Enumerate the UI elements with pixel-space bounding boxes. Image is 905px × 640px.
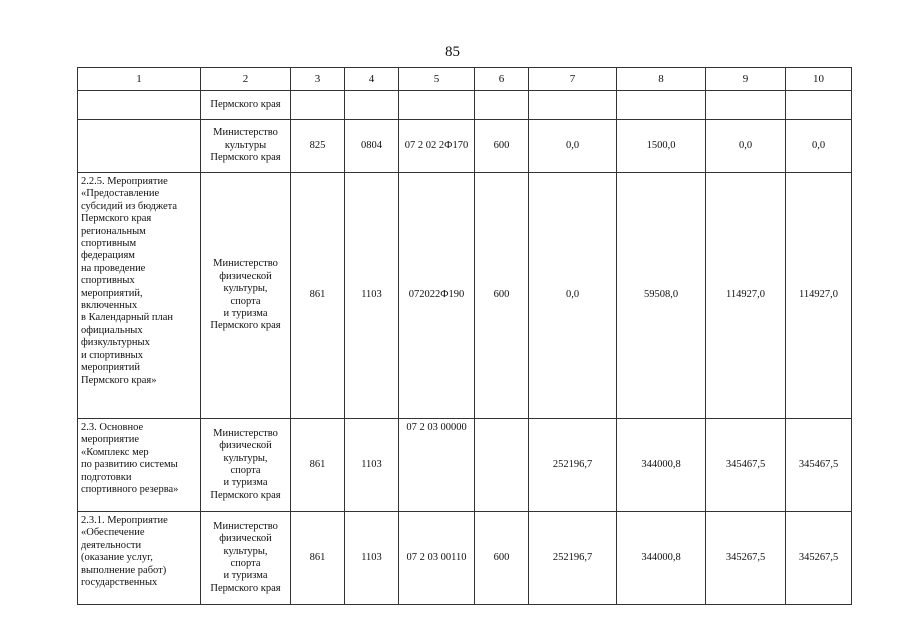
- header-row: [78, 68, 852, 91]
- table-cell: 1103: [345, 419, 399, 512]
- table-cell: 0,0: [529, 120, 617, 173]
- activity-name-cell: 2.3.1. Мероприятие «Обеспечение деятельности (оказание услуг, выполнение работ) государственных: [78, 512, 201, 605]
- column-header: 10: [786, 68, 852, 91]
- table-cell: 59508,0: [617, 173, 706, 419]
- table-cell: 1500,0: [617, 120, 706, 173]
- table-cell: 825: [291, 120, 345, 173]
- column-header: 3: [291, 68, 345, 91]
- table-cell: 0804: [345, 120, 399, 173]
- table-cell: [475, 419, 529, 512]
- department-cell: Министерство физической культуры, спорта и туризма Пермского края: [201, 419, 291, 512]
- table-row: [78, 120, 852, 173]
- table-cell: 600: [475, 120, 529, 173]
- table-row: [78, 173, 852, 419]
- table-row: [78, 419, 852, 512]
- table-cell: 114927,0: [706, 173, 786, 419]
- department-cell: Пермского края: [201, 91, 291, 120]
- table-cell: 345467,5: [786, 419, 852, 512]
- table-cell: 344000,8: [617, 512, 706, 605]
- table-row: [78, 91, 852, 120]
- table-cell: 07 2 03 00110: [399, 512, 475, 605]
- table-cell: 0,0: [529, 173, 617, 419]
- table-cell: 861: [291, 512, 345, 605]
- table-cell: 600: [475, 512, 529, 605]
- activity-name-cell: [78, 91, 201, 120]
- table-cell: 345267,5: [706, 512, 786, 605]
- table-cell: 0,0: [706, 120, 786, 173]
- column-header: 8: [617, 68, 706, 91]
- department-cell: Министерство культуры Пермского края: [201, 120, 291, 173]
- table-cell: [475, 91, 529, 120]
- table-cell: 07 2 03 00000: [399, 419, 475, 512]
- table-cell: [529, 91, 617, 120]
- table-cell: 252196,7: [529, 512, 617, 605]
- table-cell: 345267,5: [786, 512, 852, 605]
- table-cell: 1103: [345, 512, 399, 605]
- column-header: 4: [345, 68, 399, 91]
- table-cell: 861: [291, 173, 345, 419]
- table-cell: [345, 91, 399, 120]
- table-cell: 344000,8: [617, 419, 706, 512]
- table-cell: [706, 91, 786, 120]
- table-cell: [399, 91, 475, 120]
- table-cell: 07 2 02 2Ф170: [399, 120, 475, 173]
- budget-table: [77, 67, 852, 605]
- activity-name-cell: 2.3. Основное мероприятие «Комплекс мер по развитию системы подготовки спортивного резерва»: [78, 419, 201, 512]
- table-cell: 345467,5: [706, 419, 786, 512]
- table-cell: [786, 91, 852, 120]
- table-cell: 600: [475, 173, 529, 419]
- activity-name-cell: [78, 120, 201, 173]
- department-cell: Министерство физической культуры, спорта и туризма Пермского края: [201, 173, 291, 419]
- column-header: 5: [399, 68, 475, 91]
- department-cell: Министерство физической культуры, спорта и туризма Пермского края: [201, 512, 291, 605]
- table-cell: 0,0: [786, 120, 852, 173]
- column-header: 1: [78, 68, 201, 91]
- table-row: [78, 512, 852, 605]
- page-number: 85: [445, 44, 460, 60]
- activity-name-cell: 2.2.5. Мероприятие «Предоставление субсидий из бюджета Пермского края региональным спортивным федерациям на проведение спортивных мероприятий, включенных в Календарный план официальных физкультурных и спортивных мероприятий Пермского края»: [78, 173, 201, 419]
- column-header: 6: [475, 68, 529, 91]
- table-cell: 072022Ф190: [399, 173, 475, 419]
- table-cell: [617, 91, 706, 120]
- column-header: 9: [706, 68, 786, 91]
- table-cell: [291, 91, 345, 120]
- table-cell: 252196,7: [529, 419, 617, 512]
- table-cell: 114927,0: [786, 173, 852, 419]
- table-cell: 1103: [345, 173, 399, 419]
- column-header: 2: [201, 68, 291, 91]
- table-cell: 861: [291, 419, 345, 512]
- column-header: 7: [529, 68, 617, 91]
